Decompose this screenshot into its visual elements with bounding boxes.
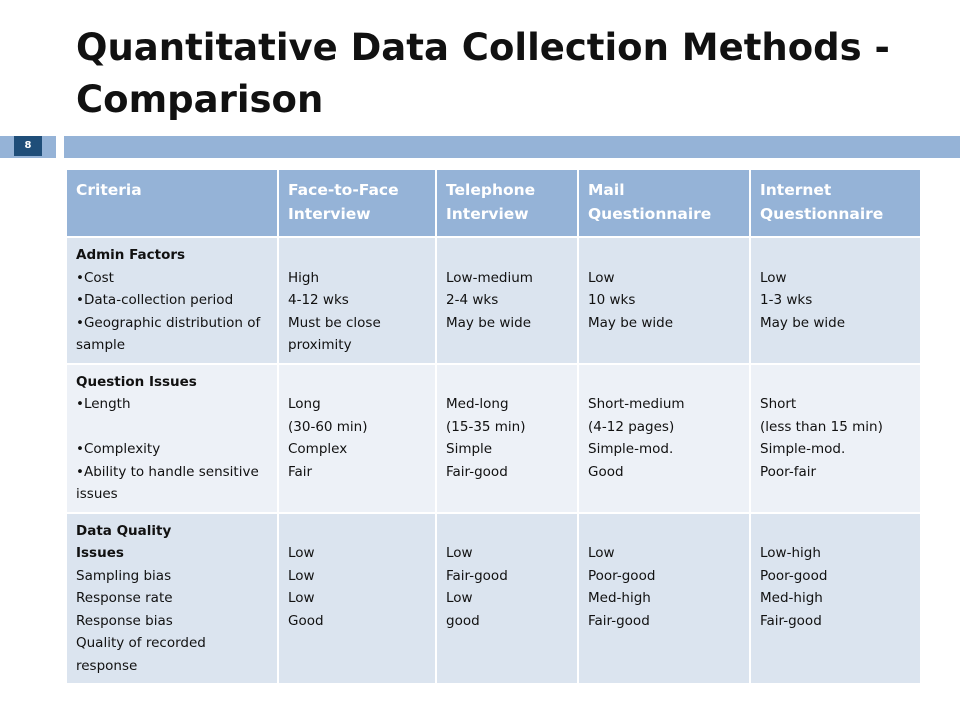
cell-value: Fair-good (760, 612, 822, 629)
cell-internet (750, 364, 921, 513)
cell-value: 1-3 wks (760, 292, 813, 308)
criteria-item: •Data-collection period (76, 292, 234, 308)
cell-value: Med-high (760, 590, 823, 606)
cell-telephone (436, 237, 578, 364)
cell-value: Good (588, 463, 624, 480)
cell-value: Low (288, 590, 315, 606)
criteria-cell (66, 513, 278, 685)
criteria-item: Response bias (76, 612, 173, 629)
slide-number: 8 (14, 136, 42, 156)
cell-value: Good (288, 612, 324, 629)
cell-value: Low (588, 269, 615, 286)
cell-value: Must be close proximity (288, 314, 381, 353)
criteria-cell (66, 237, 278, 364)
cell-value: Fair-good (588, 612, 650, 629)
cell-value: (30-60 min) (288, 418, 368, 435)
cell-value: 2-4 wks (446, 292, 499, 308)
criteria-title: Admin Factors (76, 247, 186, 263)
cell-value: Complex (288, 441, 348, 457)
table-row-admin-factors (66, 237, 921, 364)
cell-value: good (446, 612, 480, 629)
cell-value: Low (588, 545, 615, 561)
header-internet: Internet Questionnaire (750, 169, 921, 237)
header-telephone: Telephone Interview (436, 169, 578, 237)
cell-value: Med-long (446, 396, 509, 412)
cell-internet (750, 513, 921, 685)
cell-value: 4-12 wks (288, 292, 349, 308)
criteria-item: Sampling bias (76, 567, 172, 584)
cell-value: Short (760, 396, 797, 412)
cell-value: High (288, 269, 320, 286)
comparison-table (65, 168, 922, 685)
cell-value: Fair-good (446, 463, 508, 480)
cell-value: (4-12 pages) (588, 418, 675, 435)
cell-value: Simple-mod. (588, 441, 674, 457)
cell-value: 10 wks (588, 292, 636, 308)
criteria-item: •Length (76, 396, 131, 412)
cell-mail (578, 237, 750, 364)
cell-value: Long (288, 396, 321, 412)
cell-face-to-face (278, 237, 436, 364)
cell-telephone (436, 364, 578, 513)
criteria-item: •Ability to handle sensitive issues (76, 463, 259, 502)
cell-mail (578, 513, 750, 685)
cell-value: Simple-mod. (760, 441, 846, 457)
cell-value: Short-medium (588, 396, 685, 412)
cell-value: Simple (446, 441, 493, 457)
header-mail: Mail Questionnaire (578, 169, 750, 237)
criteria-item: Response rate (76, 590, 173, 606)
header-face-to-face: Face-to-Face Interview (278, 169, 436, 237)
cell-value: May be wide (588, 314, 674, 331)
slide-title: Quantitative Data Collection Methods - Comparison (76, 26, 890, 121)
header-criteria: Criteria (66, 169, 278, 237)
table-row-data-quality (66, 513, 921, 685)
cell-value: Fair (288, 463, 313, 480)
cell-value: Poor-good (588, 567, 656, 584)
criteria-title: Data Quality Issues (76, 522, 172, 561)
cell-mail (578, 364, 750, 513)
table-header-row (66, 169, 921, 237)
cell-value: Low-medium (446, 269, 533, 286)
cell-value: Low (446, 590, 473, 606)
cell-value: Fair-good (446, 567, 508, 584)
criteria-cell (66, 364, 278, 513)
criteria-item: •Geographic distribution of sample (76, 314, 261, 353)
cell-value: May be wide (446, 314, 532, 331)
cell-value: Poor-fair (760, 463, 817, 480)
cell-value: Low (760, 269, 787, 286)
criteria-item: •Cost (76, 269, 114, 286)
criteria-title: Question Issues (76, 373, 197, 390)
cell-value: (15-35 min) (446, 418, 526, 435)
cell-value: Low (288, 567, 315, 584)
cell-face-to-face (278, 513, 436, 685)
criteria-item: Quality of recorded response (76, 635, 206, 674)
cell-value: Low-high (760, 545, 821, 561)
cell-telephone (436, 513, 578, 685)
cell-value: Low (446, 545, 473, 561)
criteria-item: •Complexity (76, 441, 161, 457)
table-row-question-issues (66, 364, 921, 513)
title-divider-right (64, 136, 960, 158)
cell-value: Med-high (588, 590, 651, 606)
cell-value: Low (288, 545, 315, 561)
cell-value: May be wide (760, 314, 846, 331)
cell-internet (750, 237, 921, 364)
cell-face-to-face (278, 364, 436, 513)
cell-value: (less than 15 min) (760, 418, 883, 435)
cell-value: Poor-good (760, 567, 828, 584)
